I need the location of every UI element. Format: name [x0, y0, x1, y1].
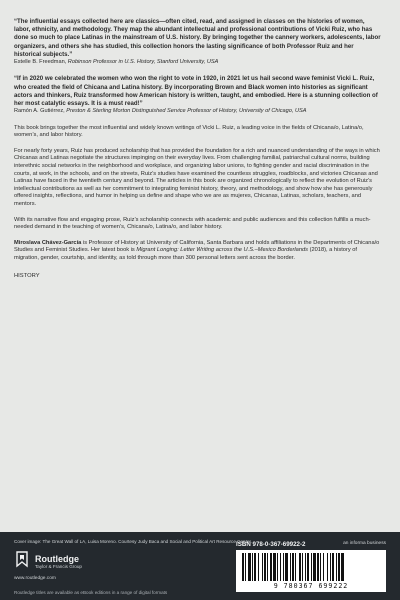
- publisher-group: Taylor & Francis Group: [35, 563, 82, 569]
- endorsement-affiliation-2: Preston & Sterling Morton Distinguished Service Professor of History, University of Chicago, USA: [66, 108, 307, 115]
- barcode: [236, 550, 386, 592]
- barcode-icon: [242, 553, 380, 581]
- cover-image-credit: Cover image: The Great Wall of LA, Luisa Moreno. Courtesy Judy Baca and Social and Political Art Resource Center.: [14, 539, 252, 544]
- publisher-name: Routledge: [35, 553, 79, 564]
- endorsement-attribution-1: [14, 59, 382, 66]
- author-bio-text-2: (2018), a history of migration, gender, courtship, and identity, as told through more than 300 personal letters sent across the border.: [14, 247, 357, 261]
- description-paragraph-3: With its narrative flow and engaging prose, Ruiz’s scholarship connects with academic and public audiences and this collection fulfills a much-needed demand in the teaching of women’s, Chicana/o, Latina/o, and labor history.: [14, 216, 371, 231]
- back-cover-footer: [0, 532, 400, 600]
- isbn-label: ISBN 978-0-367-69922-2: [236, 541, 306, 548]
- endorsement-quote-2: “If in 2020 we celebrated the women who won the right to vote in 1920, in 2021 let us hail second wave feminist Vicki L. Ruiz, who created the field of Chicana and Latina history. By incorporating Brown and Black women into histories as significant actors and thinkers, Ruiz transformed how American history is written, taught, and embodied. Here is a stunning collection of her most catalytic essays. It is a must read!”: [14, 75, 378, 108]
- author-bio-name: Miroslava Chávez-García: [14, 239, 82, 246]
- endorsement-quote-1: “The influential essays collected here are classics—often cited, read, and assigned in classes on the histories of women, labor, ethnicity, and methodology. They map the abundant intellectual and professional contributions of Vicki Ruiz, who has done so much to place Latinas in the mainstream of U.S. history. By bringing together the cannery workers, adolescents, labor organizers, and others she has studied, this collection honors the lasting significance of both Professor Ruiz and her historical subjects.”: [14, 18, 381, 58]
- description-paragraph-1: This book brings together the most influential and widely known writings of Vicki L. Ruiz, a leading voice in the fields of Chicana/o, Latina/o, women’s, and labor history.: [14, 124, 364, 139]
- ebook-availability-note: Routledge titles are available as eBook editions in a range of digital formats: [14, 590, 168, 595]
- back-cover-content: [14, 18, 382, 280]
- publisher-name-block: [35, 554, 82, 570]
- endorsement-author-2: Ramón A. Gutiérrez,: [14, 108, 65, 115]
- publisher-block: [14, 550, 82, 573]
- barcode-number: 9 780367 699222: [273, 582, 349, 590]
- description-paragraph-2: For nearly forty years, Ruiz has produced scholarship that has provided the foundation for a rich and nuanced understanding of the ways in which Chicanas and Latinas negotiate the structures impinging on their everyday lives. From challenging familial, patriarchal cultural norms, building interethnic social networks in the neighborhood and workplace, and organizing labor unions, to fighting gender and racial discrimination in the courts, at work, in the schools, and on the streets, Ruiz’s studies have examined the countless struggles, roadblocks, and victories Chicanas and Latinas have faced in the twentieth century and beyond. The articles in this book are organized chronologically to reflect the evolution of Ruiz’s intellectual contributions as well as her commitment to integrating feminist history, theory, and methodology, and show how she has generously offered insights, reflections, and humor in helping us define and shape who we are as mujeres, Chicanas, Latinas, scholars, teachers, and mentors.: [14, 147, 380, 207]
- isbn-area: [236, 541, 386, 591]
- informa-tagline: an informa business: [343, 541, 386, 546]
- endorsement-attribution-2: [14, 108, 382, 115]
- subject-category: HISTORY: [14, 272, 40, 279]
- endorsement-author-1: Estelle B. Freedman,: [14, 59, 67, 66]
- author-bio-text-1: is Professor of History at University of California, Santa Barbara and holds affiliations in the Departments of Chicana/o Studies and Feminist Studies. Her latest book is: [14, 239, 380, 254]
- endorsement-affiliation-1: Robinson Professor in U.S. History, Stanford University, USA: [67, 59, 219, 66]
- publisher-url[interactable]: www.routledge.com: [14, 576, 56, 581]
- routledge-logo-icon: [14, 550, 30, 573]
- author-bio-book-title: Migrant Longing: Letter Writing across the U.S.–Mexico Borderlands: [136, 247, 308, 254]
- author-bio: [14, 240, 382, 263]
